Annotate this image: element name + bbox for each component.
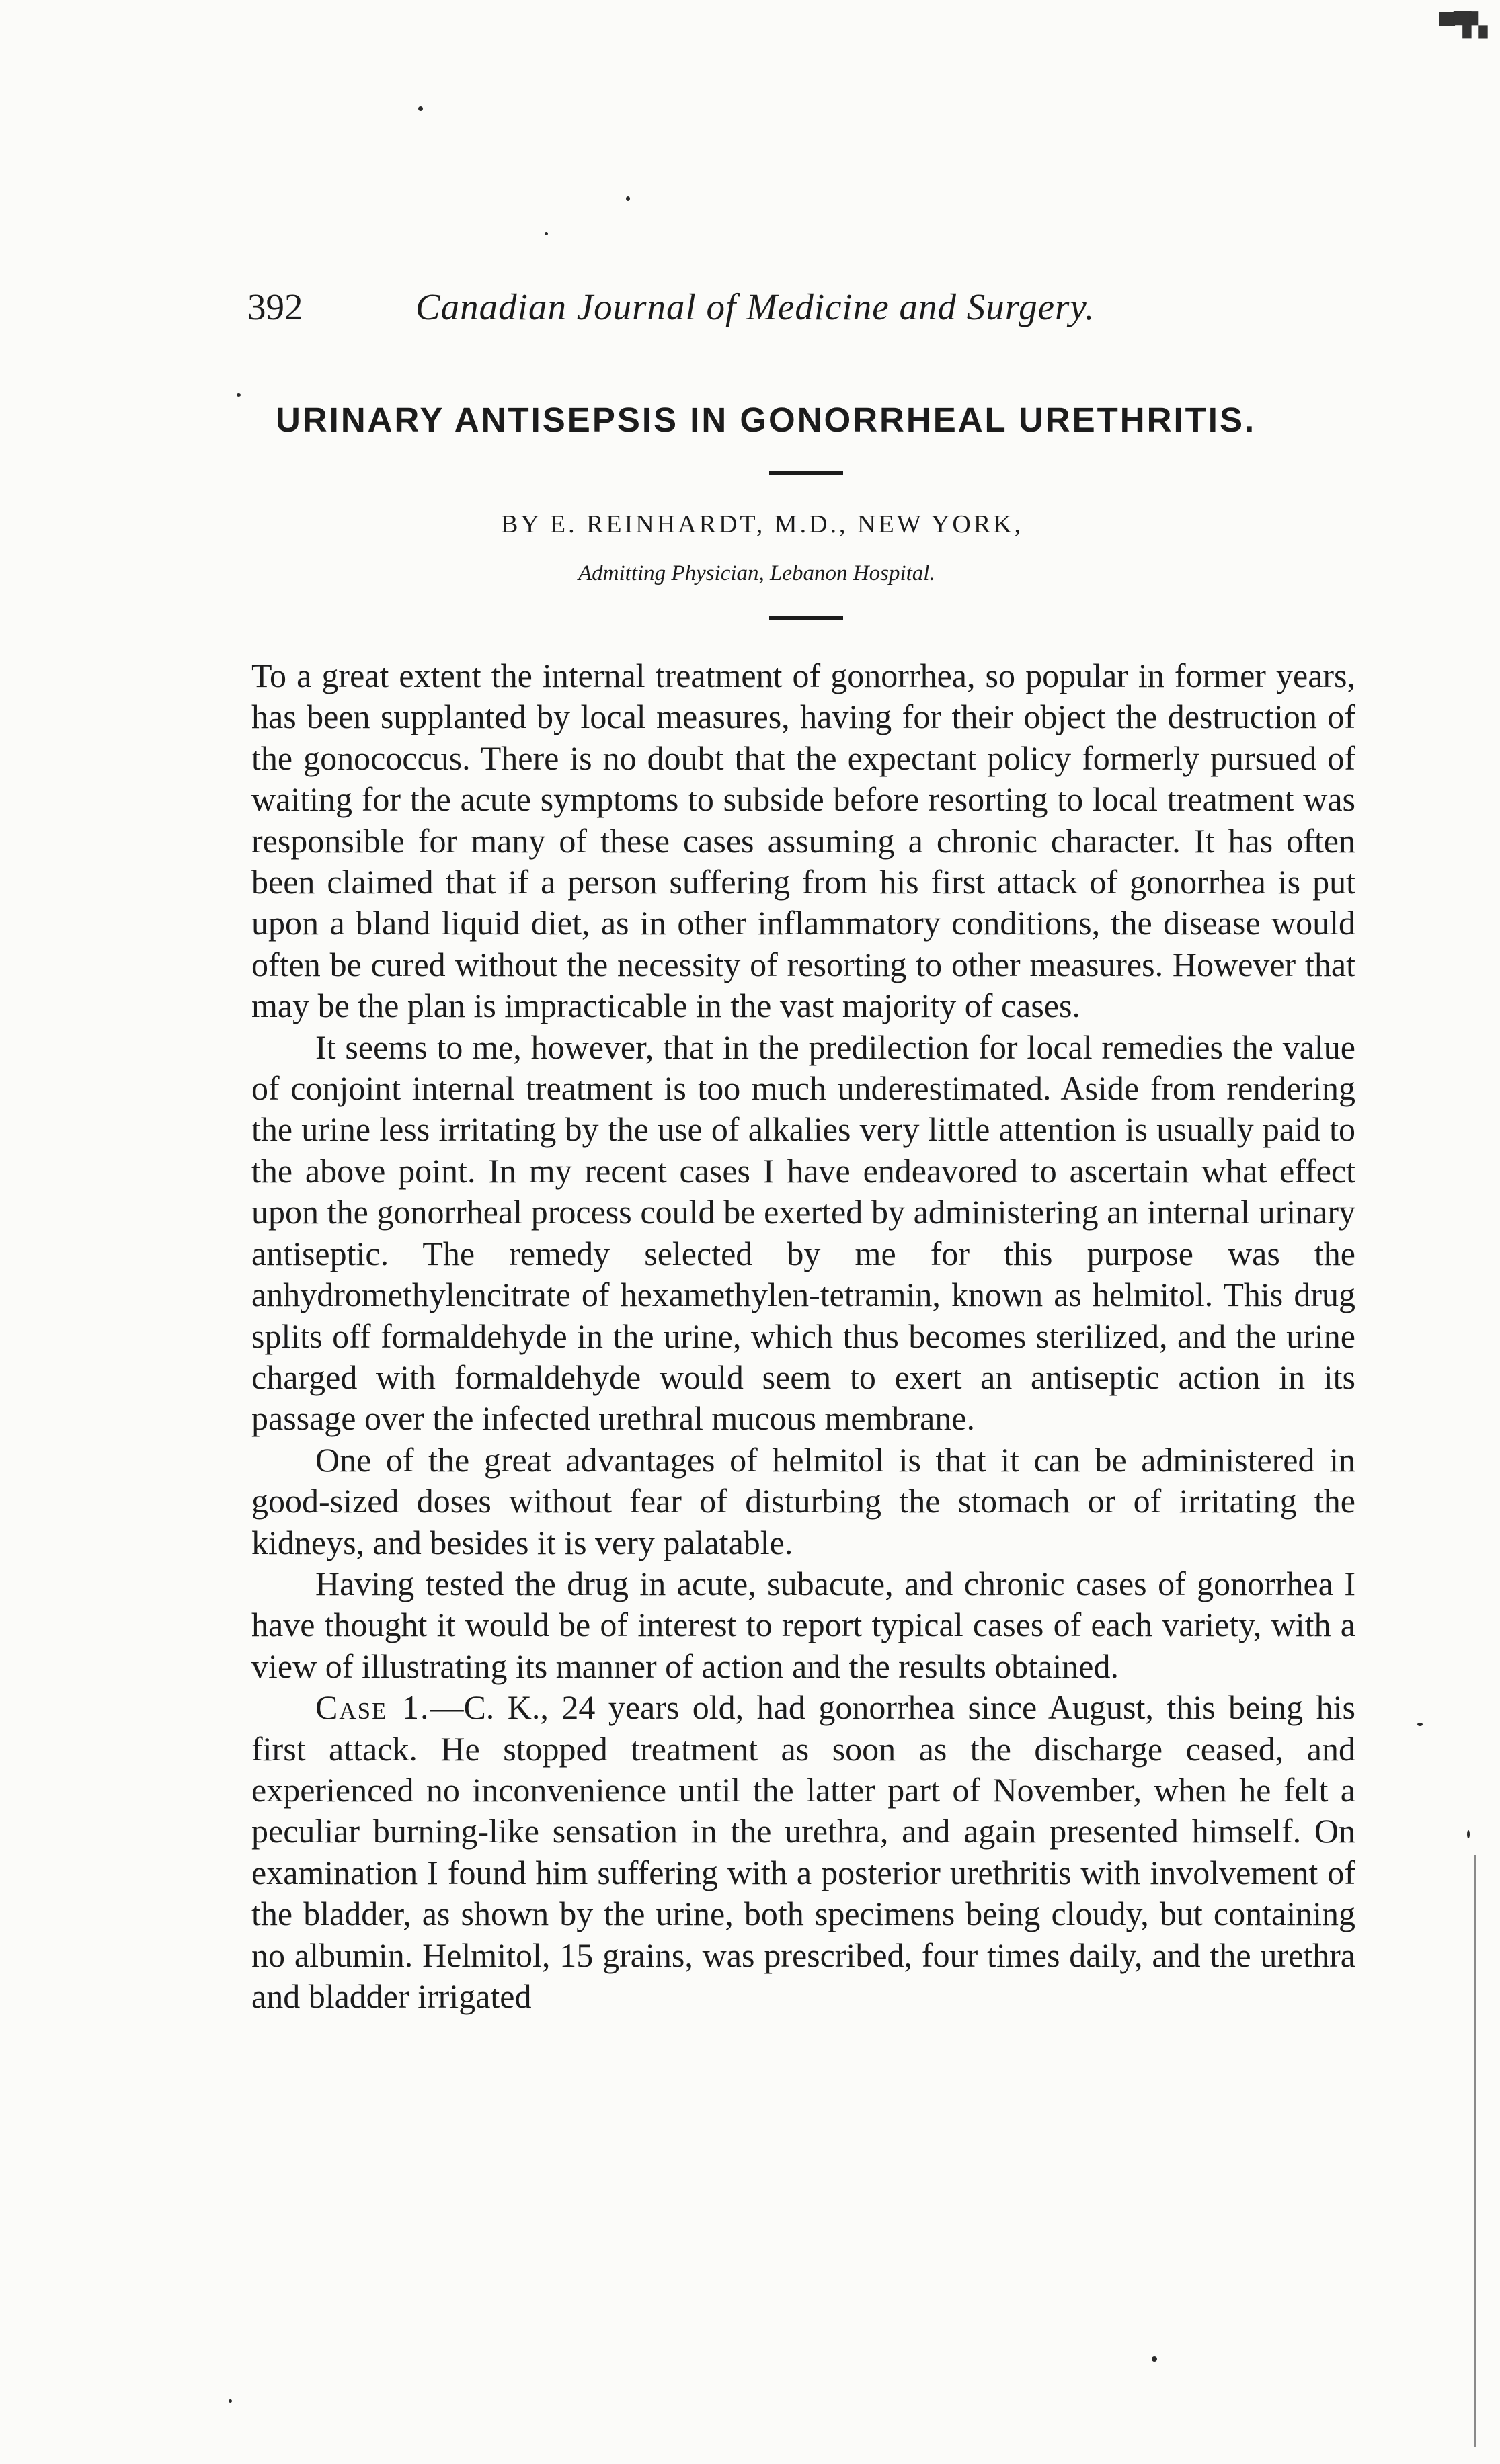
byline-divider xyxy=(769,616,843,620)
page-number: 392 xyxy=(247,286,303,327)
title-divider xyxy=(769,471,843,475)
running-head xyxy=(247,286,1256,339)
paragraph: To a great extent the internal treatment of gonorrhea, so popular in former years, has been supplanted by local measures, having for their object the destruction of the gonococcus. There is no doubt that the expectant policy formerly pursued of waiting for the acute symptoms to subside before resorting to local treatment was responsible for many of these cases assuming a chronic character. It has often been claimed that if a person suffering from his first attack of gonorrhea is put upon a bland liquid diet, as in other inflammatory conditions, the disease would often be cured without the necessity of resorting to other measures. However that may be the plan is impracticable in the vast majority of cases. xyxy=(251,657,1355,1025)
paragraph: One of the great advantages of helmitol is that it can be administered in good-sized doses without fear of disturbing the stomach or of irritating the kidneys, and besides it is very palatable. xyxy=(251,1440,1355,1561)
journal-title: Canadian Journal of Medicine and Surgery. xyxy=(416,286,1095,327)
case-paragraph xyxy=(251,1687,1355,2017)
scan-speck xyxy=(1467,1830,1470,1838)
article-body xyxy=(251,655,1355,2017)
scan-margin-line xyxy=(1474,1855,1476,2447)
paragraph: It seems to me, however, that in the predilection for local remedies the value of conjoint internal treatment is too much underestimated. Aside from rendering the urine less irritating by the use of alkalies very little attention is usually paid to the above point. In my recent cases I have endeavored to ascertain what effect upon the gonorrheal process could be exerted by administering an internal urinary antiseptic. The remedy selected by me for this purpose was the anhydromethylencitrate of hexamethylen-tetramin, known as helmitol. This drug splits off formaldehyde in the urine, which thus becomes sterilized, and the urine charged with formaldehyde would seem to exert an antiseptic action in its passage over the infected urethral mucous membrane. xyxy=(251,1028,1355,1438)
scan-speck xyxy=(418,106,423,111)
case-label: Case 1. xyxy=(315,1688,430,1727)
author-byline: BY E. REINHARDT, M.D., NEW YORK, xyxy=(501,510,1024,538)
paragraph: Having tested the drug in acute, subacute, and chronic cases of gonorrhea I have thought it would be of interest to report typical cases of each variety, with a view of illustrating its manner of action and the results obtained. xyxy=(251,1564,1355,1685)
corner-scan-mark: ▀▜▚ xyxy=(1439,13,1487,38)
scan-speck xyxy=(1152,2356,1157,2362)
scan-speck xyxy=(626,196,630,201)
scan-speck xyxy=(237,393,241,397)
author-affiliation: Admitting Physician, Lebanon Hospital. xyxy=(578,561,935,585)
scan-speck xyxy=(229,2399,232,2403)
scan-speck xyxy=(545,232,548,235)
case-text: —C. K., 24 years old, had gonorrhea since August, this being his first attack. He stopped treatment as soon as the discharge ceased, and experienced no inconvenience until the latter part of November, when he felt a peculiar burning-like sensation in the urethra, and again presented himself. On examination I found him suffering with a posterior urethritis with involvement of the bladder, as shown by the urine, both specimens being cloudy, but containing no albumin. Helmitol, 15 grains, was prescribed, four times daily, and the urethra and bladder irrigated xyxy=(251,1688,1355,2015)
article-title: URINARY ANTISEPSIS IN GONORRHEAL URETHRITIS. xyxy=(276,401,1257,439)
scan-speck xyxy=(1417,1723,1423,1726)
